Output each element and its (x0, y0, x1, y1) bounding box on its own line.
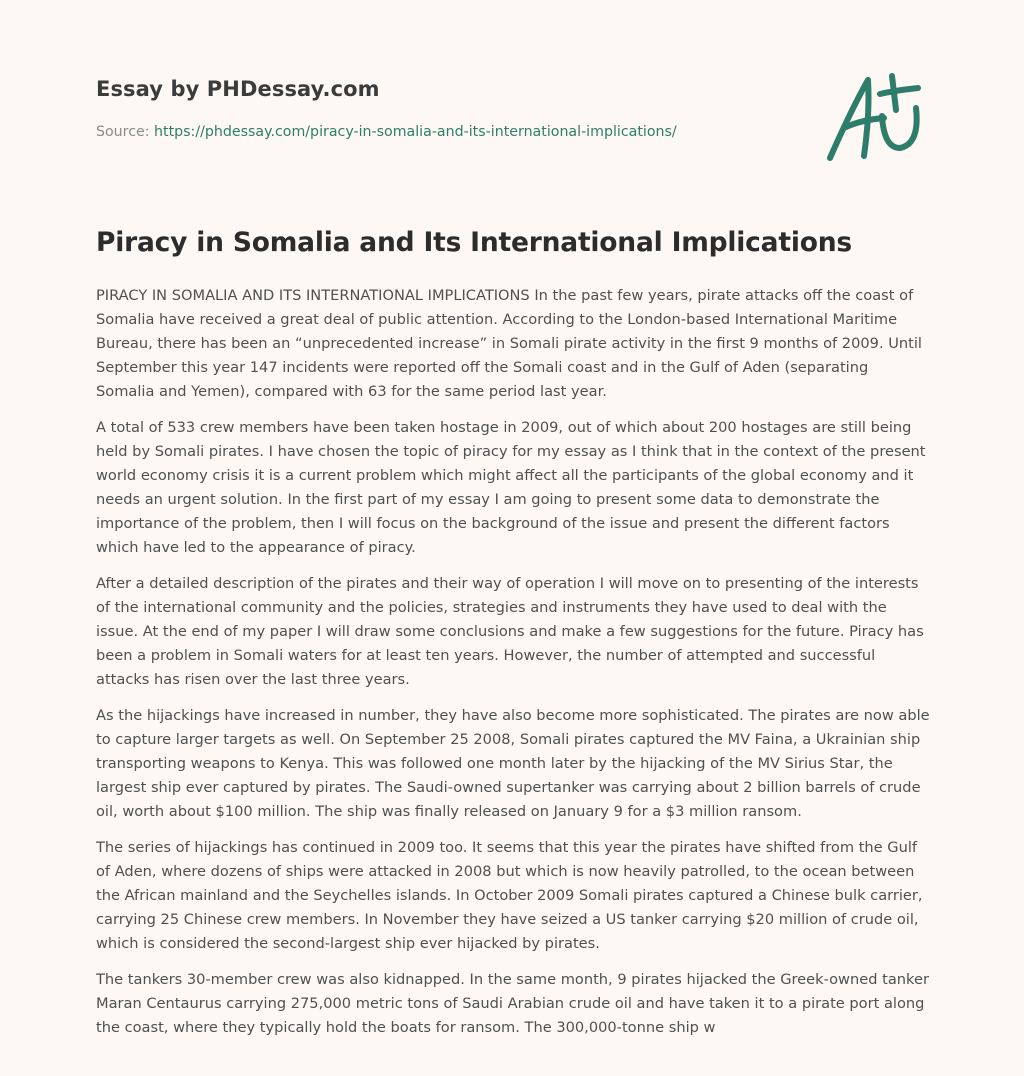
source-line (96, 124, 677, 140)
essay-paragraph: As the hijackings have increased in number, they have also become more sophisticated. The pirates are now able to capture larger targets as well. On September 25 2008, Somali pirates captured the MV Faina, a Ukrainian ship transporting weapons to Kenya. This was followed one month later by the hijacking of the MV Sirius Star, the largest ship ever captured by pirates. The Saudi-owned supertanker was carrying about 2 billion barrels of crude oil, worth about $100 million. The ship was finally released on January 9 for a $3 million ransom. (96, 707, 930, 820)
essay-paragraph: A total of 533 crew members have been taken hostage in 2009, out of which about 200 hostages are still being held by Somali pirates. I have chosen the topic of piracy for my essay as I think that in the context of the present world economy crisis it is a current problem which might affect all the participants of the global economy and it needs an urgent solution. In the first part of my essay I am going to present some data to demonstrate the importance of the problem, then I will focus on the background of the issue and present the different factors which have led to the appearance of piracy. (96, 419, 926, 556)
site-brand: Essay by PHDessay.com (96, 77, 380, 101)
essay-paragraph: PIRACY IN SOMALIA AND ITS INTERNATIONAL IMPLICATIONS In the past few years, pirate attacks off the coast of Somalia have received a great deal of public attention. According to the London-based International Maritime Bureau, there has been an “unprecedented increase” in Somali pirate activity in the first 9 months of 2009. Until September this year 147 incidents were reported off the Somali coast and in the Gulf of Aden (separating Somalia and Yemen), compared with 63 for the same period last year. (96, 287, 922, 400)
essay-paragraph: After a detailed description of the pirates and their way of operation I will move on to presenting of the interests of the international community and the policies, strategies and instruments they have used to deal with the issue. At the end of my paper I will draw some conclusions and make a few suggestions for the future. Piracy has been a problem in Somali waters for at least ten years. However, the number of attempted and successful attacks has risen over the last three years. (96, 575, 924, 688)
source-label: Source: (96, 124, 155, 140)
essay-body (96, 284, 930, 1052)
essay-title: Piracy in Somalia and Its International Implications (96, 227, 852, 258)
essay-paragraph: The tankers 30-member crew was also kidnapped. In the same month, 9 pirates hijacked the Greek-owned tanker Maran Centaurus carrying 275,000 metric tons of Saudi Arabian crude oil and have taken it to a pirate port along the coast, where they typically hold the boats for ransom. The 300,000-tonne ship w (96, 971, 929, 1036)
essay-paragraph: The series of hijackings has continued in 2009 too. It seems that this year the pirates have shifted from the Gulf of Aden, where dozens of ships were attacked in 2008 but which is now heavily patrolled, to the ocean between the African mainland and the Seychelles islands. In October 2009 Somali pirates captured a Chinese bulk carrier, carrying 25 Chinese crew members. In November they have seized a US tanker carrying $20 million of crude oil, which is considered the second-largest ship ever hijacked by pirates. (96, 839, 923, 952)
source-link[interactable]: https://phdessay.com/piracy-in-somalia-and-its-international-implications/ (154, 124, 677, 140)
a-plus-logo-icon (822, 68, 926, 164)
